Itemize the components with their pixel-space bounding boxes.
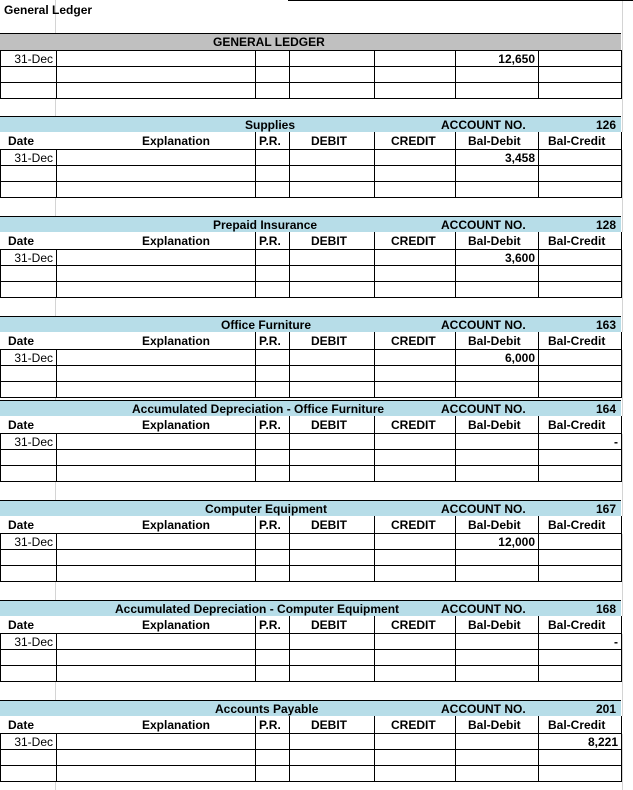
entry-blank1-bal-debit-cell[interactable] bbox=[455, 549, 539, 566]
entry-blank1-date-cell[interactable] bbox=[0, 449, 57, 466]
account-name: Prepaid Insurance bbox=[213, 218, 318, 232]
account-no-label: ACCOUNT NO. bbox=[441, 118, 526, 132]
entry-credit-cell[interactable] bbox=[374, 349, 456, 366]
entry-blank2-pr-cell[interactable] bbox=[255, 181, 290, 198]
entry-blank2-explanation-cell[interactable] bbox=[56, 465, 256, 482]
entry-blank2-bal-debit-cell[interactable] bbox=[455, 665, 539, 682]
entry-explanation-cell[interactable] bbox=[56, 249, 256, 266]
top-entry-blank1-date-cell[interactable] bbox=[0, 66, 57, 83]
header-divider bbox=[538, 232, 539, 250]
header-divider bbox=[374, 132, 375, 150]
entry-bal-credit-cell[interactable]: 8,221 bbox=[538, 733, 622, 750]
entry-blank1-debit-cell[interactable] bbox=[289, 165, 375, 182]
entry-blank2-explanation-cell[interactable] bbox=[56, 281, 256, 298]
entry-blank1-credit-cell[interactable] bbox=[374, 549, 456, 566]
entry-blank2-debit-cell[interactable] bbox=[289, 465, 375, 482]
entry-explanation-cell[interactable] bbox=[56, 533, 256, 550]
header-pr: P.R. bbox=[259, 334, 281, 348]
entry-credit-cell[interactable] bbox=[374, 733, 456, 750]
header-divider bbox=[455, 716, 456, 734]
header-explanation: Explanation bbox=[142, 618, 211, 632]
entry-date-cell[interactable]: 31-Dec bbox=[0, 349, 57, 366]
entry-bal-debit-cell[interactable]: 12,000 bbox=[455, 533, 539, 550]
header-divider bbox=[455, 616, 456, 634]
sheet-title[interactable]: General Ledger bbox=[4, 3, 93, 17]
account-number: 164 bbox=[595, 402, 616, 416]
header-date: Date bbox=[8, 518, 35, 532]
entry-blank2-bal-debit-cell[interactable] bbox=[455, 381, 539, 398]
header-bal-credit: Bal-Credit bbox=[548, 418, 606, 432]
entry-blank1-debit-cell[interactable] bbox=[289, 449, 375, 466]
entry-blank2-bal-credit-cell[interactable] bbox=[538, 565, 622, 582]
header-credit: CREDIT bbox=[391, 334, 436, 348]
header-divider bbox=[621, 716, 622, 734]
entry-credit-cell[interactable] bbox=[374, 249, 456, 266]
entry-blank2-credit-cell[interactable] bbox=[374, 181, 456, 198]
entry-blank2-date-cell[interactable] bbox=[0, 765, 57, 782]
header-divider bbox=[538, 616, 539, 634]
entry-bal-debit-cell[interactable] bbox=[455, 633, 539, 650]
entry-blank1-credit-cell[interactable] bbox=[374, 365, 456, 382]
entry-blank1-pr-cell[interactable] bbox=[255, 165, 290, 182]
top-entry-blank2-pr-cell[interactable] bbox=[255, 82, 290, 99]
header-explanation: Explanation bbox=[142, 234, 211, 248]
header-bal-credit: Bal-Credit bbox=[548, 518, 606, 532]
header-bal-credit: Bal-Credit bbox=[548, 718, 606, 732]
entry-blank2-explanation-cell[interactable] bbox=[56, 381, 256, 398]
account-number: 126 bbox=[595, 118, 616, 132]
header-date: Date bbox=[8, 334, 35, 348]
header-divider bbox=[255, 132, 256, 150]
header-bal-credit: Bal-Credit bbox=[548, 334, 606, 348]
entry-blank2-pr-cell[interactable] bbox=[255, 565, 290, 582]
account-number: 167 bbox=[595, 502, 616, 516]
entry-pr-cell[interactable] bbox=[255, 433, 290, 450]
top-border bbox=[288, 0, 633, 1]
header-divider bbox=[455, 416, 456, 434]
entry-blank2-bal-credit-cell[interactable] bbox=[538, 465, 622, 482]
entry-date-cell[interactable]: 31-Dec bbox=[0, 433, 57, 450]
account-number: 128 bbox=[595, 218, 616, 232]
column-header-row bbox=[0, 416, 633, 434]
header-divider bbox=[289, 232, 290, 250]
entry-blank2-bal-debit-cell[interactable] bbox=[455, 281, 539, 298]
entry-pr-cell[interactable] bbox=[255, 149, 290, 166]
entry-blank2-debit-cell[interactable] bbox=[289, 381, 375, 398]
entry-pr-cell[interactable] bbox=[255, 249, 290, 266]
entry-explanation-cell[interactable] bbox=[56, 349, 256, 366]
entry-explanation-cell[interactable] bbox=[56, 149, 256, 166]
entry-explanation-cell[interactable] bbox=[56, 433, 256, 450]
top-entry-pr-cell[interactable] bbox=[255, 50, 290, 67]
entry-blank2-debit-cell[interactable] bbox=[289, 565, 375, 582]
entry-blank1-bal-credit-cell[interactable] bbox=[538, 365, 622, 382]
top-entry-bal-credit-cell[interactable] bbox=[538, 50, 622, 67]
entry-blank1-pr-cell[interactable] bbox=[255, 649, 290, 666]
entry-bal-debit-cell[interactable]: 3,458 bbox=[455, 149, 539, 166]
entry-blank1-bal-credit-cell[interactable] bbox=[538, 549, 622, 566]
entry-bal-credit-cell[interactable] bbox=[538, 249, 622, 266]
entry-pr-cell[interactable] bbox=[255, 733, 290, 750]
entry-blank1-explanation-cell[interactable] bbox=[56, 365, 256, 382]
entry-blank2-bal-credit-cell[interactable] bbox=[538, 181, 622, 198]
header-divider bbox=[289, 132, 290, 150]
entry-blank2-credit-cell[interactable] bbox=[374, 465, 456, 482]
account-no-label: ACCOUNT NO. bbox=[441, 502, 526, 516]
header-divider bbox=[621, 332, 622, 350]
entry-blank1-credit-cell[interactable] bbox=[374, 449, 456, 466]
entry-debit-cell[interactable] bbox=[289, 349, 375, 366]
entry-blank2-date-cell[interactable] bbox=[0, 465, 57, 482]
entry-pr-cell[interactable] bbox=[255, 349, 290, 366]
header-bal-debit: Bal-Debit bbox=[468, 618, 521, 632]
header-divider bbox=[538, 416, 539, 434]
entry-blank1-bal-debit-cell[interactable] bbox=[455, 165, 539, 182]
account-no-label: ACCOUNT NO. bbox=[441, 702, 526, 716]
account-no-label: ACCOUNT NO. bbox=[441, 402, 526, 416]
header-divider bbox=[289, 332, 290, 350]
top-entry-blank2-bal-credit-cell[interactable] bbox=[538, 82, 622, 99]
header-divider bbox=[455, 516, 456, 534]
top-entry-blank1-bal-debit-cell[interactable] bbox=[455, 66, 539, 83]
entry-debit-cell[interactable] bbox=[289, 733, 375, 750]
entry-blank1-credit-cell[interactable] bbox=[374, 649, 456, 666]
header-bal-credit: Bal-Credit bbox=[548, 234, 606, 248]
entry-blank1-pr-cell[interactable] bbox=[255, 365, 290, 382]
entry-blank1-debit-cell[interactable] bbox=[289, 549, 375, 566]
entry-blank2-date-cell[interactable] bbox=[0, 181, 57, 198]
entry-blank1-date-cell[interactable] bbox=[0, 165, 57, 182]
top-entry-blank2-explanation-cell[interactable] bbox=[56, 82, 256, 99]
entry-date-cell[interactable]: 31-Dec bbox=[0, 633, 57, 650]
entry-blank1-explanation-cell[interactable] bbox=[56, 449, 256, 466]
entry-blank1-pr-cell[interactable] bbox=[255, 749, 290, 766]
header-pr: P.R. bbox=[259, 418, 281, 432]
header-divider bbox=[374, 716, 375, 734]
entry-blank1-explanation-cell[interactable] bbox=[56, 749, 256, 766]
entry-blank2-pr-cell[interactable] bbox=[255, 665, 290, 682]
account-name: Office Furniture bbox=[221, 318, 312, 332]
header-divider bbox=[374, 332, 375, 350]
header-divider bbox=[621, 616, 622, 634]
header-bal-debit: Bal-Debit bbox=[468, 718, 521, 732]
header-date: Date bbox=[8, 718, 35, 732]
top-entry-blank1-debit-cell[interactable] bbox=[289, 66, 375, 83]
entry-blank2-credit-cell[interactable] bbox=[374, 281, 456, 298]
entry-blank2-debit-cell[interactable] bbox=[289, 181, 375, 198]
entry-blank1-bal-debit-cell[interactable] bbox=[455, 365, 539, 382]
column-header-row bbox=[0, 616, 633, 634]
entry-blank1-debit-cell[interactable] bbox=[289, 749, 375, 766]
entry-blank2-pr-cell[interactable] bbox=[255, 765, 290, 782]
entry-blank1-debit-cell[interactable] bbox=[289, 649, 375, 666]
general-ledger-title: GENERAL LEDGER bbox=[213, 35, 325, 49]
entry-blank1-bal-debit-cell[interactable] bbox=[455, 649, 539, 666]
account-name: Accounts Payable bbox=[215, 702, 319, 716]
entry-explanation-cell[interactable] bbox=[56, 733, 256, 750]
entry-bal-debit-cell[interactable]: 3,600 bbox=[455, 249, 539, 266]
entry-blank2-credit-cell[interactable] bbox=[374, 665, 456, 682]
header-bal-credit: Bal-Credit bbox=[548, 134, 606, 148]
top-entry-debit-cell[interactable] bbox=[289, 50, 375, 67]
entry-date-cell[interactable]: 31-Dec bbox=[0, 149, 57, 166]
header-divider bbox=[374, 416, 375, 434]
entry-date-cell[interactable]: 31-Dec bbox=[0, 249, 57, 266]
header-pr: P.R. bbox=[259, 234, 281, 248]
header-credit: CREDIT bbox=[391, 718, 436, 732]
top-entry-blank2-debit-cell[interactable] bbox=[289, 82, 375, 99]
header-divider bbox=[538, 132, 539, 150]
entry-blank1-bal-debit-cell[interactable] bbox=[455, 265, 539, 282]
header-divider bbox=[255, 516, 256, 534]
header-divider bbox=[255, 716, 256, 734]
top-entry-bal-debit-cell[interactable]: 12,650 bbox=[455, 50, 539, 67]
entry-bal-credit-cell[interactable] bbox=[538, 349, 622, 366]
column-header-row bbox=[0, 232, 633, 250]
entry-blank2-explanation-cell[interactable] bbox=[56, 665, 256, 682]
account-no-label: ACCOUNT NO. bbox=[441, 218, 526, 232]
entry-debit-cell[interactable] bbox=[289, 433, 375, 450]
account-no-label: ACCOUNT NO. bbox=[441, 602, 526, 616]
header-debit: DEBIT bbox=[311, 518, 347, 532]
header-date: Date bbox=[8, 234, 35, 248]
entry-blank2-bal-debit-cell[interactable] bbox=[455, 765, 539, 782]
entry-pr-cell[interactable] bbox=[255, 633, 290, 650]
entry-debit-cell[interactable] bbox=[289, 533, 375, 550]
entry-blank2-date-cell[interactable] bbox=[0, 281, 57, 298]
header-explanation: Explanation bbox=[142, 134, 211, 148]
header-divider bbox=[289, 616, 290, 634]
entry-bal-credit-cell[interactable] bbox=[538, 149, 622, 166]
entry-bal-debit-cell[interactable] bbox=[455, 433, 539, 450]
entry-debit-cell[interactable] bbox=[289, 149, 375, 166]
header-explanation: Explanation bbox=[142, 718, 211, 732]
account-name: Computer Equipment bbox=[205, 502, 327, 516]
header-credit: CREDIT bbox=[391, 234, 436, 248]
header-bal-debit: Bal-Debit bbox=[468, 418, 521, 432]
header-explanation: Explanation bbox=[142, 334, 211, 348]
header-bal-debit: Bal-Debit bbox=[468, 518, 521, 532]
entry-blank2-bal-debit-cell[interactable] bbox=[455, 181, 539, 198]
entry-debit-cell[interactable] bbox=[289, 633, 375, 650]
entry-blank2-pr-cell[interactable] bbox=[255, 465, 290, 482]
header-divider bbox=[289, 416, 290, 434]
top-entry-blank2-credit-cell[interactable] bbox=[374, 82, 456, 99]
entry-credit-cell[interactable] bbox=[374, 533, 456, 550]
entry-bal-debit-cell[interactable]: 6,000 bbox=[455, 349, 539, 366]
entry-blank1-explanation-cell[interactable] bbox=[56, 649, 256, 666]
entry-blank2-credit-cell[interactable] bbox=[374, 381, 456, 398]
header-divider bbox=[374, 616, 375, 634]
entry-blank1-explanation-cell[interactable] bbox=[56, 549, 256, 566]
entry-bal-credit-cell[interactable] bbox=[538, 533, 622, 550]
entry-pr-cell[interactable] bbox=[255, 533, 290, 550]
header-explanation: Explanation bbox=[142, 418, 211, 432]
header-date: Date bbox=[8, 618, 35, 632]
top-entry-blank1-explanation-cell[interactable] bbox=[56, 66, 256, 83]
header-bal-debit: Bal-Debit bbox=[468, 134, 521, 148]
entry-blank2-bal-credit-cell[interactable] bbox=[538, 665, 622, 682]
header-divider bbox=[289, 716, 290, 734]
header-debit: DEBIT bbox=[311, 334, 347, 348]
entry-blank1-credit-cell[interactable] bbox=[374, 265, 456, 282]
entry-blank1-pr-cell[interactable] bbox=[255, 549, 290, 566]
header-pr: P.R. bbox=[259, 518, 281, 532]
entry-blank1-date-cell[interactable] bbox=[0, 749, 57, 766]
header-divider bbox=[621, 516, 622, 534]
entry-bal-credit-cell[interactable]: - bbox=[538, 633, 622, 650]
entry-blank2-bal-debit-cell[interactable] bbox=[455, 465, 539, 482]
entry-blank2-credit-cell[interactable] bbox=[374, 565, 456, 582]
header-divider bbox=[538, 516, 539, 534]
header-divider bbox=[374, 232, 375, 250]
top-entry-blank2-date-cell[interactable] bbox=[0, 82, 57, 99]
entry-blank2-bal-debit-cell[interactable] bbox=[455, 565, 539, 582]
entry-blank2-bal-credit-cell[interactable] bbox=[538, 381, 622, 398]
account-number: 201 bbox=[595, 702, 616, 716]
header-debit: DEBIT bbox=[311, 234, 347, 248]
entry-blank1-bal-credit-cell[interactable] bbox=[538, 265, 622, 282]
header-divider bbox=[621, 416, 622, 434]
top-entry-date-cell[interactable]: 31-Dec bbox=[0, 50, 57, 67]
entry-blank1-pr-cell[interactable] bbox=[255, 449, 290, 466]
account-name: Supplies bbox=[245, 118, 296, 132]
entry-blank1-debit-cell[interactable] bbox=[289, 265, 375, 282]
header-debit: DEBIT bbox=[311, 618, 347, 632]
entry-blank2-date-cell[interactable] bbox=[0, 565, 57, 582]
entry-blank1-date-cell[interactable] bbox=[0, 365, 57, 382]
header-divider bbox=[538, 716, 539, 734]
entry-date-cell[interactable]: 31-Dec bbox=[0, 533, 57, 550]
header-bal-credit: Bal-Credit bbox=[548, 618, 606, 632]
header-bal-debit: Bal-Debit bbox=[468, 334, 521, 348]
entry-blank2-credit-cell[interactable] bbox=[374, 765, 456, 782]
entry-blank2-debit-cell[interactable] bbox=[289, 765, 375, 782]
entry-blank2-date-cell[interactable] bbox=[0, 381, 57, 398]
entry-blank1-bal-credit-cell[interactable] bbox=[538, 449, 622, 466]
top-entry-credit-cell[interactable] bbox=[374, 50, 456, 67]
header-divider bbox=[455, 332, 456, 350]
entry-blank2-debit-cell[interactable] bbox=[289, 281, 375, 298]
account-number: 163 bbox=[595, 318, 616, 332]
header-divider bbox=[538, 332, 539, 350]
top-entry-blank1-pr-cell[interactable] bbox=[255, 66, 290, 83]
entry-blank1-date-cell[interactable] bbox=[0, 549, 57, 566]
header-divider bbox=[255, 232, 256, 250]
entry-blank2-date-cell[interactable] bbox=[0, 665, 57, 682]
header-debit: DEBIT bbox=[311, 718, 347, 732]
entry-blank2-explanation-cell[interactable] bbox=[56, 181, 256, 198]
entry-blank1-bal-debit-cell[interactable] bbox=[455, 449, 539, 466]
entry-blank1-credit-cell[interactable] bbox=[374, 749, 456, 766]
entry-credit-cell[interactable] bbox=[374, 149, 456, 166]
general-ledger-header bbox=[0, 33, 621, 51]
entry-bal-debit-cell[interactable] bbox=[455, 733, 539, 750]
header-divider bbox=[455, 132, 456, 150]
header-date: Date bbox=[8, 418, 35, 432]
entry-blank2-pr-cell[interactable] bbox=[255, 281, 290, 298]
entry-blank2-bal-credit-cell[interactable] bbox=[538, 765, 622, 782]
header-divider bbox=[255, 416, 256, 434]
header-credit: CREDIT bbox=[391, 418, 436, 432]
entry-blank1-bal-credit-cell[interactable] bbox=[538, 749, 622, 766]
entry-blank1-bal-credit-cell[interactable] bbox=[538, 649, 622, 666]
entry-blank1-date-cell[interactable] bbox=[0, 265, 57, 282]
entry-blank1-pr-cell[interactable] bbox=[255, 265, 290, 282]
entry-blank1-bal-debit-cell[interactable] bbox=[455, 749, 539, 766]
entry-blank2-bal-credit-cell[interactable] bbox=[538, 281, 622, 298]
entry-explanation-cell[interactable] bbox=[56, 633, 256, 650]
entry-credit-cell[interactable] bbox=[374, 633, 456, 650]
account-number: 168 bbox=[595, 602, 616, 616]
entry-blank1-explanation-cell[interactable] bbox=[56, 265, 256, 282]
header-debit: DEBIT bbox=[311, 134, 347, 148]
column-header-row bbox=[0, 132, 633, 150]
column-header-row bbox=[0, 716, 633, 734]
header-divider bbox=[255, 332, 256, 350]
entry-credit-cell[interactable] bbox=[374, 433, 456, 450]
header-bal-debit: Bal-Debit bbox=[468, 234, 521, 248]
entry-blank2-pr-cell[interactable] bbox=[255, 381, 290, 398]
entry-bal-credit-cell[interactable]: - bbox=[538, 433, 622, 450]
entry-blank1-explanation-cell[interactable] bbox=[56, 165, 256, 182]
header-credit: CREDIT bbox=[391, 618, 436, 632]
entry-blank1-date-cell[interactable] bbox=[0, 649, 57, 666]
entry-blank1-debit-cell[interactable] bbox=[289, 365, 375, 382]
header-divider bbox=[621, 132, 622, 150]
header-divider bbox=[621, 232, 622, 250]
header-divider bbox=[374, 516, 375, 534]
entry-blank1-bal-credit-cell[interactable] bbox=[538, 165, 622, 182]
header-explanation: Explanation bbox=[142, 518, 211, 532]
header-credit: CREDIT bbox=[391, 134, 436, 148]
column-header-row bbox=[0, 516, 633, 534]
header-divider bbox=[255, 616, 256, 634]
header-divider bbox=[289, 516, 290, 534]
column-header-row bbox=[0, 332, 633, 350]
account-no-label: ACCOUNT NO. bbox=[441, 318, 526, 332]
entry-date-cell[interactable]: 31-Dec bbox=[0, 733, 57, 750]
entry-blank2-debit-cell[interactable] bbox=[289, 665, 375, 682]
header-pr: P.R. bbox=[259, 134, 281, 148]
entry-blank2-explanation-cell[interactable] bbox=[56, 765, 256, 782]
entry-blank2-explanation-cell[interactable] bbox=[56, 565, 256, 582]
top-entry-blank2-bal-debit-cell[interactable] bbox=[455, 82, 539, 99]
header-divider bbox=[455, 232, 456, 250]
header-credit: CREDIT bbox=[391, 518, 436, 532]
top-entry-blank1-bal-credit-cell[interactable] bbox=[538, 66, 622, 83]
header-debit: DEBIT bbox=[311, 418, 347, 432]
header-pr: P.R. bbox=[259, 618, 281, 632]
entry-blank1-credit-cell[interactable] bbox=[374, 165, 456, 182]
account-name: Accumulated Depreciation - Computer Equipment bbox=[115, 602, 400, 616]
account-name: Accumulated Depreciation - Office Furniture bbox=[132, 402, 385, 416]
header-date: Date bbox=[8, 134, 35, 148]
entry-debit-cell[interactable] bbox=[289, 249, 375, 266]
top-entry-blank1-credit-cell[interactable] bbox=[374, 66, 456, 83]
top-entry-explanation-cell[interactable] bbox=[56, 50, 256, 67]
header-pr: P.R. bbox=[259, 718, 281, 732]
